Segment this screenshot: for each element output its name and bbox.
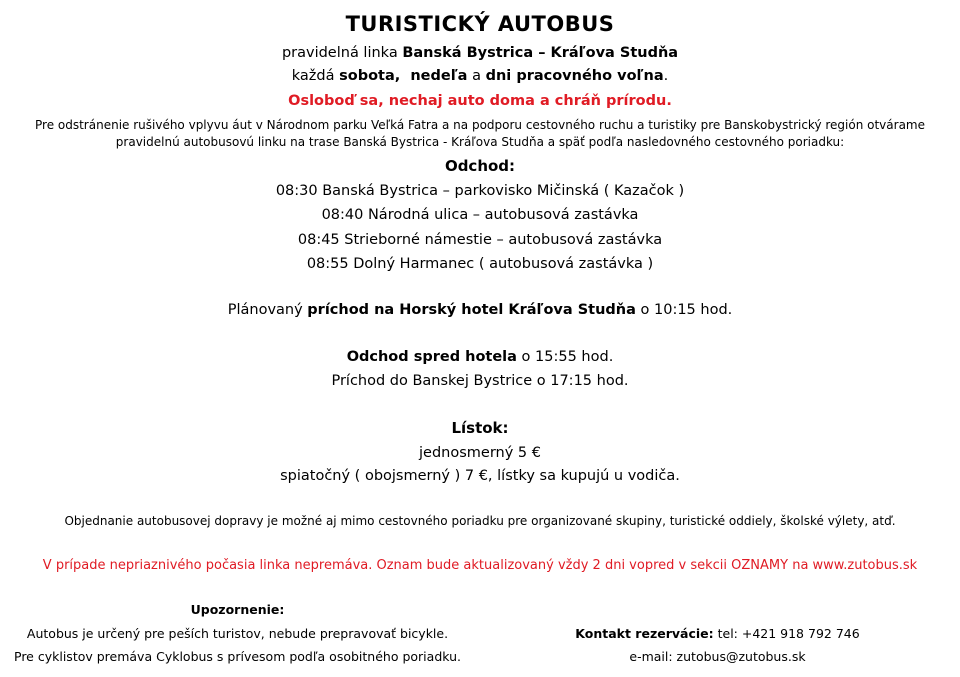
booking-note-line: Objednanie autobusovej dopravy je možné aj mimo cestovného poriadku pre organizované skupiny, turistické oddiely, školské výlety, atď. — [64, 514, 896, 528]
return-departure-line — [0, 348, 960, 366]
arrival-time: o 10:15 hod. — [635, 302, 733, 318]
ticket-heading: Lístok: — [451, 419, 509, 437]
days-weekend: sobota, nedeľa — [339, 68, 468, 84]
days-prefix: každá — [291, 68, 340, 84]
route-line — [0, 44, 960, 62]
departure-stop: 08:40 Národná ulica – autobusová zastávka — [321, 207, 639, 223]
return-departure-label: Odchod spred hotela — [346, 349, 517, 365]
contact-label: Kontakt rezervácie: — [575, 625, 714, 641]
operating-days-line — [0, 67, 960, 85]
intro-paragraph: Pre odstránenie rušivého vplyvu áut v Národnom parku Veľká Fatra a na podporu cestovného ruchu a turistiky pre Banskobystrický región otvárame pravidelnú autobusovú linku na trase Banská Bystrica - Kráľova Studňa a späť podľa nasledovného cestovného poriadku: — [35, 118, 929, 149]
arrival-destination: príchod na Horský hotel Kráľova Studňa — [307, 302, 636, 318]
weather-notice-line: V prípade nepriaznivého počasia linka nepremáva. Oznam bude aktualizovaný vždy 2 dni vopred v sekcii OZNAMY na www.zutobus.sk — [42, 558, 918, 573]
departure-stop: 08:45 Strieborné námestie – autobusová zastávka — [297, 231, 663, 248]
days-suffix: . — [663, 68, 669, 84]
days-holidays: dni pracovného voľna — [485, 68, 664, 84]
contact-phone: tel: +421 918 792 746 — [713, 625, 860, 641]
departure-stop: 08:55 Dolný Harmanec ( autobusová zastávka ) — [306, 256, 654, 272]
contact-phone-line — [475, 625, 960, 643]
return-arrival-line: Príchod do Banskej Bystrice o 17:15 hod. — [331, 373, 629, 389]
slogan-line: Osloboď sa, nechaj auto doma a chráň prírodu. — [288, 93, 672, 109]
ticket-roundtrip-line: spiatočný ( obojsmerný ) 7 €, lístky sa kupujú u vodiča. — [280, 468, 680, 484]
warning-heading: Upozornenie: — [190, 602, 285, 617]
warning-line-1: Autobus je určený pre peších turistov, nebude prepravovať bicykle. — [26, 625, 449, 641]
departure-stop: 08:30 Banská Bystrica – parkovisko Mičinská ( Kazačok ) — [275, 182, 685, 199]
contact-email-line: e-mail: zutobus@zutobus.sk — [629, 649, 806, 664]
arrival-line — [0, 301, 960, 319]
days-mid: a — [467, 68, 486, 84]
page-title: TURISTICKÝ AUTOBUS — [345, 12, 615, 36]
warning-line-2: Pre cyklistov premáva Cyklobus s prívesom podľa osobitného poriadku. — [14, 649, 461, 664]
departure-heading: Odchod: — [444, 157, 516, 175]
warning-block — [0, 601, 475, 666]
arrival-prefix: Plánovaný — [227, 302, 308, 318]
return-departure-time: o 15:55 hod. — [516, 349, 614, 365]
route-prefix: pravidelná linka — [281, 45, 403, 61]
ticket-oneway-line: jednosmerný 5 € — [419, 445, 541, 461]
route-name: Banská Bystrica – Kráľova Studňa — [402, 45, 679, 61]
footer-section — [0, 601, 960, 666]
contact-block — [475, 601, 960, 666]
